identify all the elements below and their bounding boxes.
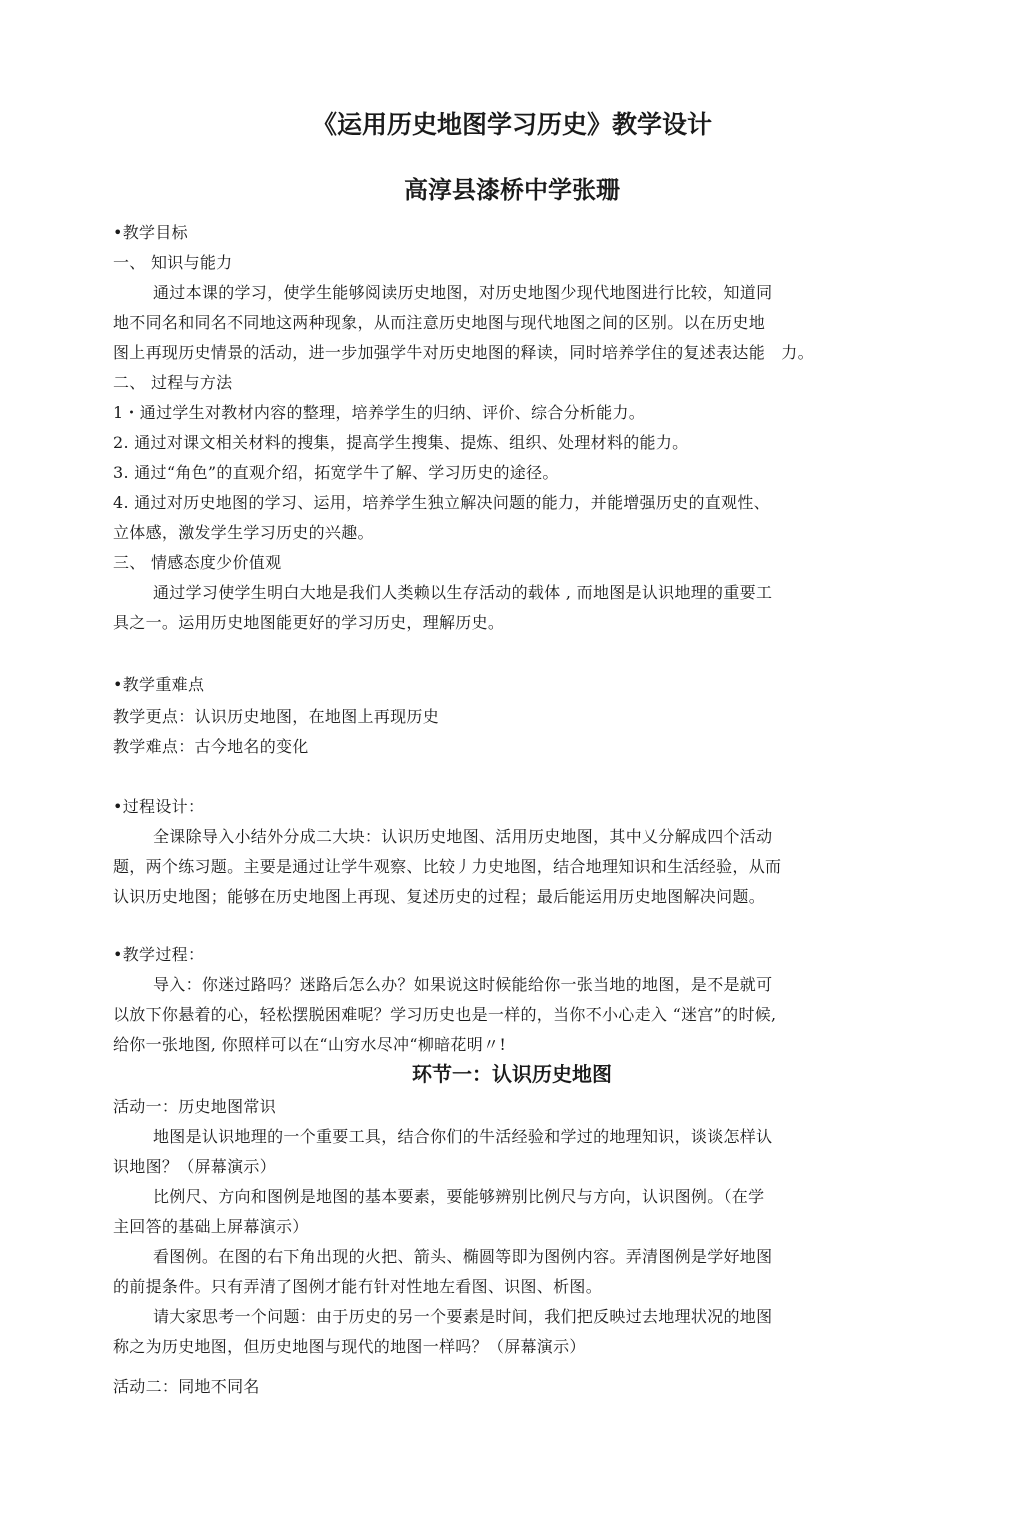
- goals-s3-paragraph-line: 具之一。运用历史地图能更好的学习历史，理解历史。: [113, 613, 505, 632]
- design-paragraph-line: 认识历史地图；能够在历史地图上再现、复述历史的过程；最后能运用历史地图解决问题。: [113, 887, 766, 906]
- goals-s2-item: 3. 通过“角色”的直观介绍，拓宽学牛了解、学习历史的途径。: [113, 463, 559, 482]
- process-intro-line: 导入：你迷过路吗？迷路后怎么办？如果说这时候能给你一张当地的地图，是不是就可: [153, 975, 773, 994]
- goals-s2-item: 1・通过学生对教材内容的整理，培养学生的归纳、评价、综合分析能力。: [113, 403, 646, 422]
- design-paragraph-line: 题，两个练习题。主要是通过让学牛观察、比较丿力史地图，结合地理知识和生活经验，从而: [113, 857, 782, 876]
- process-intro-line: 给你一张地图, 你照样可以在“山穷水尽冲“柳暗花明〃!: [113, 1035, 507, 1054]
- focus-key-point: 教学更点：认识历史地图，在地图上再现历史: [113, 707, 440, 726]
- goals-s2-item: 2. 通过对课文相关材料的搜集，提高学生搜集、提炼、组织、处理材料的能力。: [113, 433, 689, 452]
- activity-one-paragraph-line: 看图例。在图的右下角出现的火把、箭头、椭圆等即为图例内容。弄清图例是学好地图: [153, 1247, 773, 1266]
- activity-two-heading: 活动二：同地不同名: [113, 1377, 260, 1396]
- goals-s1-heading: 一、 知识与能力: [113, 253, 233, 272]
- goals-s2-item: 4. 通过对历史地图的学习、运用，培养学生独立解决问题的能力，并能增强历史的直观性、: [113, 493, 770, 512]
- goals-heading: •教学目标: [113, 223, 188, 242]
- activity-one-paragraph-line: 地图是认识地理的一个重要工具，结合你们的牛活经验和学过的地理知识，谈谈怎样认: [153, 1127, 773, 1146]
- design-heading: •过程设计：: [113, 797, 205, 816]
- activity-one-paragraph-line: 比例尺、方向和图例是地图的基本要素，要能够辨别比例尺与方向，认识图例。（在学: [153, 1187, 765, 1206]
- goals-s1-paragraph-line: 图上再现历史情景的活动，进一步加强学牛对历史地图的释读，同时培养学住的复述表达能 力。: [113, 343, 814, 362]
- activity-one-paragraph-line: 的前提条件。只有弄清了图例才能冇针对性地左看图、识图、析图。: [113, 1277, 603, 1296]
- focus-difficult-point: 教学难点：古今地名的变化: [113, 737, 309, 756]
- process-intro-line: 以放下你悬着的心，轻松摆脱困难呢？学习历史也是一样的，当你不小心走入 “迷宫”的时候,: [113, 1005, 777, 1024]
- activity-one-paragraph-line: 识地图？（屏幕演示）: [113, 1157, 277, 1176]
- document-title: 《运用历史地图学习历史》教学设计: [311, 110, 712, 139]
- section-one-heading: 环节一：认识历史地图: [412, 1062, 612, 1086]
- focus-heading: •教学重难点: [113, 675, 205, 694]
- activity-one-heading: 活动一：历史地图常识: [113, 1097, 277, 1116]
- goals-s3-paragraph-line: 通过学习使学生明白大地是我们人类赖以生存活动的载体 , 而地图是认识地理的重要工: [153, 583, 773, 602]
- goals-s3-heading: 三、 情感态度少价值观: [113, 553, 282, 572]
- activity-one-paragraph-line: 称之为历史地图，但历史地图与现代的地图一样吗？（屏幕演示）: [113, 1337, 586, 1356]
- goals-s2-item-cont: 立体感，激发学生学习历史的兴趣。: [113, 523, 374, 542]
- design-paragraph-line: 全课除导入小结外分成二大块：认识历史地图、活用历史地图，其中乂分解成四个活动: [153, 827, 773, 846]
- goals-s1-paragraph-line: 通过本课的学习，使学生能够阅读历史地图，对历史地图少现代地图进行比较，知道同: [153, 283, 773, 302]
- document-author: 高淳县漆桥中学张珊: [404, 176, 620, 204]
- process-heading: •教学过程：: [113, 945, 205, 964]
- activity-one-paragraph-line: 请大家思考一个问题：由于历史的另一个要素是时间，我们把反映过去地理状况的地图: [153, 1307, 773, 1326]
- goals-s1-paragraph-line: 地不同名和同名不同地这两种现象，从而注意历史地图与现代地图之间的区别。以在历史地: [113, 313, 766, 332]
- goals-s2-heading: 二、 过程与方法: [113, 373, 233, 392]
- activity-one-paragraph-line: 主回答的基础上屏幕演示）: [113, 1217, 309, 1236]
